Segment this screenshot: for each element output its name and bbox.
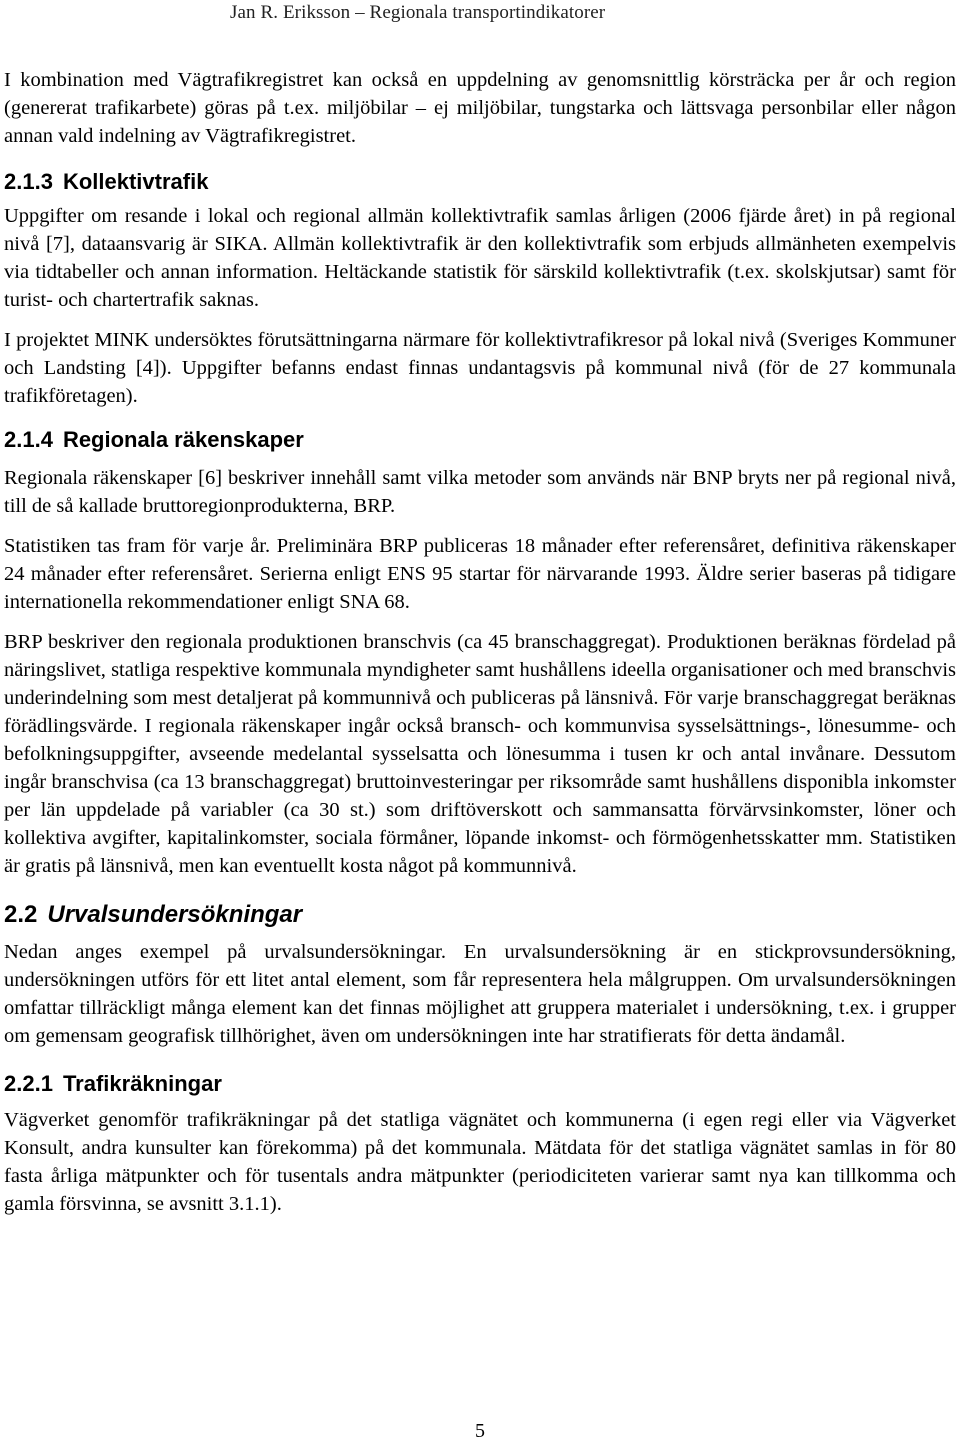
section-title: Urvalsundersökningar — [47, 901, 303, 928]
page-content — [4, 66, 956, 1230]
section-heading-2-1-3 — [4, 168, 956, 196]
paragraph: I projektet MINK undersöktes förutsättningarna närmare för kollektivtrafikresor på lokal nivå (Sveriges Kommuner och Landsting [4]). Uppgifter befanns endast finnas undantagsvis på kommunal nivå (för de 27 kommunala trafikföretagen). — [4, 329, 956, 407]
section-heading-2-2 — [4, 900, 956, 930]
paragraph: Statistiken tas fram för varje år. Preliminära BRP publiceras 18 månader efter referensåret, definitiva räkenskaper 24 månader efter referensåret. Serierna enligt ENS 95 startar för närvarande 1993. Äldre serier baseras på tidigare internationella rekommendationer enligt SNA 68. — [4, 535, 956, 613]
paragraph: Uppgifter om resande i lokal och regional allmän kollektivtrafik samlas årligen (2006 fjärde året) in på regional nivå [7], dataansvarig är SIKA. Allmän kollektivtrafik är den kollektivtrafik som erbjuds allmänheten exempelvis via tidtabeller och annan information. Heltäckande statistik för särskild kollektivtrafik (t.ex. skolskjutsar) samt för turist- och chartertrafik saknas. — [4, 205, 956, 311]
intro-paragraph: I kombination med Vägtrafikregistret kan också en uppdelning av genomsnittlig körsträcka per år och region (genererat trafikarbete) göras på t.ex. miljöbilar – ej miljöbilar, tungstarka och lättsvaga personbilar eller någon annan vald indelning av Vägtrafikregistret. — [4, 69, 956, 147]
page-number: 5 — [475, 1420, 485, 1442]
paragraph: Nedan anges exempel på urvalsundersökningar. En urvalsundersökning är en stickprovsundersökning, undersökningen utförs för ett litet antal element, som får representera hela målgruppen. Om urvalsundersökningen omfattar tillräckligt många element kan det finnas möjlighet att gruppera materialet i undersökning, t.ex. i grupper om gemensam geografisk tillhörighet, även om undersökningen inte har stratifierats för detta ändamål. — [4, 941, 956, 1047]
section-number: 2.1.3 — [4, 169, 53, 194]
paragraph: BRP beskriver den regionala produktionen branschvis (ca 45 branschaggregat). Produktionen beräknas fördelad på näringslivet, statliga respektive kommunala myndigheter samt hushållens ideella organisationer och med branschvis underindelning som mest detaljerat på kommunnivå och publiceras på länsnivå. För varje branschaggregat beräknas förädlingsvärde. I regionala räkenskaper ingår också bransch- och kommunvisa sysselsättnings-, lönesumme- och befolkningsuppgifter, avseende medelantal sysselsatta och lönesumma i tusen kr och antal invånare. Dessutom ingår branschvisa (ca 13 branschaggregat) bruttoinvesteringar per riksområde samt hushållens disponibla inkomster per län uppdelade på variabler (ca 30 st.) som driftöverskott och sammansatta förvärvsinkomster, löner och kollektiva avgifter, kapitalinkomster, sociala förmåner, löpande inkomst- och förmögenhetsskatter mm. Statistiken är gratis på länsnivå, men kan eventuellt kosta något på kommunnivå. — [4, 631, 956, 877]
section-title: Kollektivtrafik — [62, 169, 209, 194]
section-title: Regionala räkenskaper — [62, 427, 304, 452]
running-header: Jan R. Eriksson – Regionala transportindikatorer — [230, 2, 606, 23]
section-heading-2-2-1 — [4, 1070, 956, 1098]
section-heading-2-1-4 — [4, 426, 956, 454]
section-number: 2.2.1 — [4, 1071, 53, 1096]
section-title: Trafikräkningar — [62, 1071, 222, 1096]
section-number: 2.2 — [4, 901, 38, 928]
paragraph: Vägverket genomför trafikräkningar på det statliga vägnätet och kommunerna (i egen regi eller via Vägverket Konsult, andra kunsulter kan förekomma) på det kommunala. Mätdata för det statliga vägnätet samlas in för 80 fasta årliga mätpunkter och för tusentals andra mätpunkter (periodiciteten varierar samt nya kan tillkomma och gamla försvinna, se avsnitt 3.1.1). — [4, 1109, 956, 1215]
section-number: 2.1.4 — [4, 427, 53, 452]
paragraph: Regionala räkenskaper [6] beskriver innehåll samt vilka metoder som används när BNP bryts ner på regional nivå, till de så kallade bruttoregionprodukterna, BRP. — [4, 467, 956, 517]
